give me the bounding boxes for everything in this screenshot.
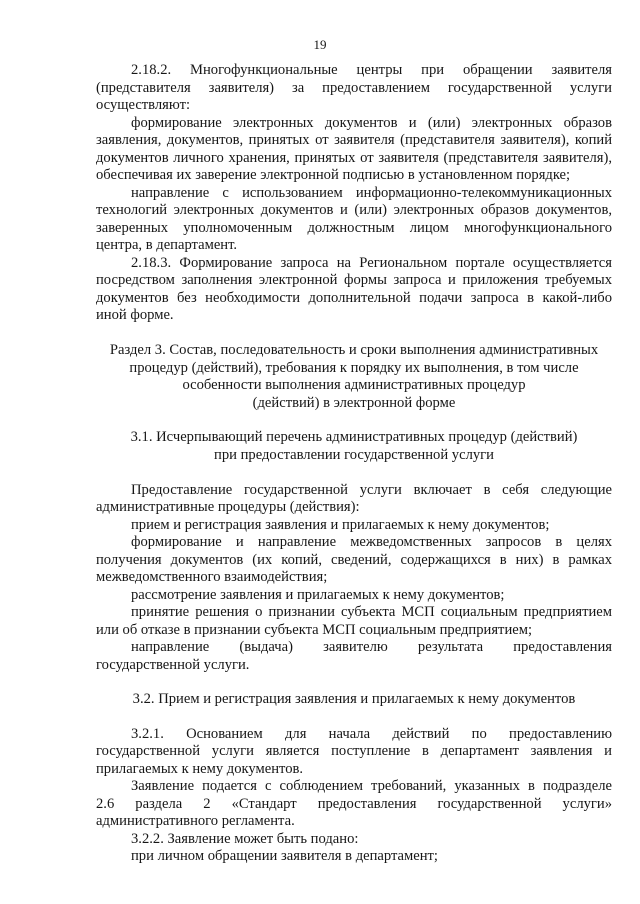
text-line: направление с использованием информационно-телекоммуникационных xyxy=(131,185,612,201)
text-line: Заявление подается с соблюдением требований, указанных в подразделе xyxy=(131,778,612,794)
text-line: прием и регистрация заявления и прилагаемых к нему документов; xyxy=(131,517,550,533)
text-line: при личном обращении заявителя в департамент; xyxy=(131,848,438,864)
text-line: 3.2.2. Заявление может быть подано: xyxy=(131,831,359,847)
section-heading-line: процедур (действий), требования к порядку их выполнения, в том числе xyxy=(129,360,579,376)
text-line: рассмотрение заявления и прилагаемых к нему документов; xyxy=(131,587,505,603)
text-line: обеспечивая их заверение электронной подписью в установленном порядке; xyxy=(96,167,571,183)
subsection-heading-line: 3.1. Исчерпывающий перечень административных процедур (действий) xyxy=(130,429,578,445)
text-line: 3.2.1. Основанием для начала действий по предоставлению xyxy=(131,726,612,742)
text-line: государственной услуги. xyxy=(96,657,250,673)
text-line: направление (выдача) заявителю результата предоставления xyxy=(131,639,612,655)
subsection-heading-line: 3.2. Прием и регистрация заявления и прилагаемых к нему документов xyxy=(132,691,576,707)
text-line: межведомственного взаимодействия; xyxy=(96,569,328,585)
text-line: заявления, документов, принятых от заявителя (представителя заявителя), копий xyxy=(96,132,612,148)
text-line: (представителя заявителя) за предоставлением государственной услуги xyxy=(96,80,612,96)
text-line: 2.18.2. Многофункциональные центры при обращении заявителя xyxy=(131,62,612,78)
text-line: формирование электронных документов и (или) электронных образов xyxy=(131,115,612,131)
text-line: осуществляют: xyxy=(96,97,191,113)
text-line: государственной услуги является поступление в департамент заявления и xyxy=(96,743,612,759)
subsection-heading-line: при предоставлении государственной услуги xyxy=(214,447,494,463)
section-heading-line: особенности выполнения административных процедур xyxy=(182,377,526,393)
text-line: получения документов (их копий, сведений, содержащихся в них) в рамках xyxy=(96,552,612,568)
text-line: или об отказе в признании субъекта МСП социальным предприятием; xyxy=(96,622,533,638)
text-line: центра, в департамент. xyxy=(96,237,238,253)
text-line: документов личного хранения, принятых от заявителя (представителя заявителя), xyxy=(96,150,612,166)
text-line: формирование и направление межведомственных запросов в целях xyxy=(131,534,612,550)
section-heading-line: Раздел 3. Состав, последовательность и сроки выполнения административных xyxy=(109,342,599,358)
text-line: 2.6 раздела 2 «Стандарт предоставления государственной услуги» xyxy=(96,796,612,812)
text-line: технологий электронных документов и (или) электронных образов документов, xyxy=(96,202,612,218)
text-line: 2.18.3. Формирование запроса на Региональном портале осуществляется xyxy=(131,255,612,271)
text-line: посредством заполнения электронной формы запроса и приложения требуемых xyxy=(96,272,612,288)
text-line: заверенных уполномоченным должностным лицом многофункционального xyxy=(96,220,612,236)
text-line: документов без необходимости дополнительной подачи запроса в какой-либо xyxy=(96,290,612,306)
text-line: иной форме. xyxy=(96,307,174,323)
text-line: принятие решения о признании субъекта МСП социальным предприятием xyxy=(131,604,612,620)
text-line: административные процедуры (действия): xyxy=(96,499,360,515)
section-heading-line: (действий) в электронной форме xyxy=(252,395,456,411)
text-line: прилагаемых к нему документов. xyxy=(96,761,304,777)
text-line: административного регламента. xyxy=(96,813,295,829)
text-line: Предоставление государственной услуги включает в себя следующие xyxy=(131,482,612,498)
page-number: 19 xyxy=(313,37,327,52)
